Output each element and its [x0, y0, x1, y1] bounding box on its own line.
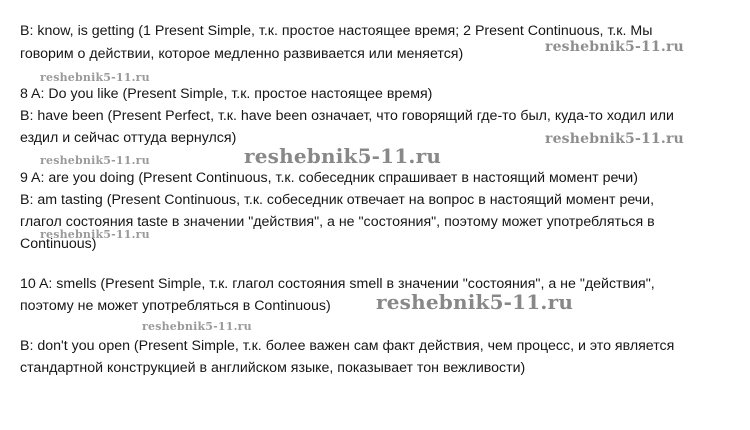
- watermark: reshebnik5-11.ru: [142, 320, 252, 333]
- text-line: Continuous): [20, 236, 97, 252]
- watermark: reshebnik5-11.ru: [40, 71, 150, 84]
- watermark: reshebnik5-11.ru: [545, 39, 684, 55]
- text-line: ездил и сейчас оттуда вернулся): [20, 130, 237, 146]
- watermark: reshebnik5-11.ru: [40, 154, 150, 167]
- text-line: B: have been (Present Perfect, т.к. have been означает, что говорящий где-то был, куда-то ходил или: [20, 108, 674, 124]
- text-line: 9 A: are you doing (Present Continuous, т.к. собеседник спрашивает в настоящий момент речи): [20, 170, 638, 186]
- text-line: 10 A: smells (Present Simple, т.к. глагол состояния smell в значении "состояния", а не "действия",: [20, 276, 655, 292]
- text-line: 8 A: Do you like (Present Simple, т.к. простое настоящее время): [20, 86, 433, 102]
- text-line: B: know, is getting (1 Present Simple, т.к. простое настоящее время; 2 Present Continuous, т.к. Мы: [20, 23, 653, 39]
- text-line: говорим о действии, которое медленно развивается или меняется): [20, 46, 464, 62]
- text-line: B: am tasting (Present Continuous, т.к. собеседник отвечает на вопрос в настоящий момент речи,: [20, 192, 655, 208]
- watermark: reshebnik5-11.ru: [376, 290, 574, 314]
- watermark: reshebnik5-11.ru: [545, 131, 684, 147]
- text-line: стандартной конструкцией в английском языке, показывает тон вежливости): [20, 360, 526, 376]
- watermark: reshebnik5-11.ru: [244, 144, 442, 168]
- text-line: B: don't you open (Present Simple, т.к. более важен сам факт действия, чем процесс, и это является: [20, 338, 675, 354]
- text-line: глагол состояния taste в значении "действия", а не "состояния", поэтому может употребляться в: [20, 214, 655, 230]
- watermark: reshebnik5-11.ru: [40, 228, 150, 241]
- text-line: поэтому не может употребляться в Continuous): [20, 298, 331, 314]
